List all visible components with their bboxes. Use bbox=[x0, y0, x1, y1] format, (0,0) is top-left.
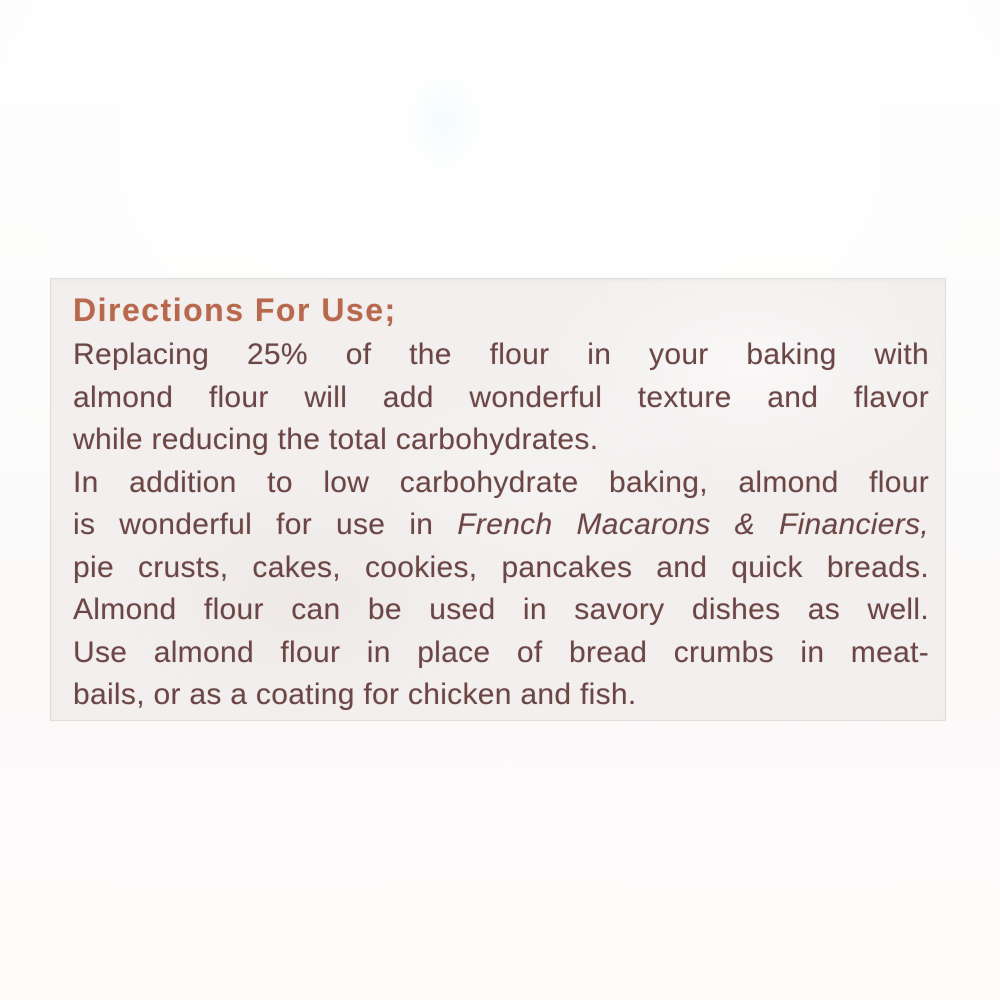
text-line bbox=[73, 674, 929, 717]
text-line bbox=[73, 504, 929, 547]
text-segment: Replacing 25% of the flour in your baking with bbox=[73, 338, 929, 371]
text-line bbox=[73, 419, 929, 462]
text-line bbox=[73, 462, 929, 505]
glare-highlight bbox=[392, 52, 496, 192]
text-segment: Use almond flour in place of bread crumbs in meat- bbox=[73, 635, 929, 669]
directions-label bbox=[50, 278, 946, 721]
text-segment: almond flour will add wonderful texture and flavor bbox=[73, 380, 929, 414]
text-segment: is wonderful for use in bbox=[73, 508, 458, 541]
text-segment: Almond flour can be used in savory dishes as well. bbox=[73, 593, 929, 626]
text-segment: pie crusts, cakes, cookies, pancakes and quick breads. bbox=[73, 550, 929, 584]
text-line bbox=[73, 334, 929, 377]
directions-text bbox=[73, 334, 929, 717]
directions-heading: Directions For Use; bbox=[73, 292, 397, 328]
text-line bbox=[73, 547, 929, 590]
italic-text-segment: French Macarons & Financiers, bbox=[457, 508, 929, 541]
text-segment: bails, or as a coating for chicken and fish. bbox=[73, 678, 637, 711]
text-segment: In addition to low carbohydrate baking, almond flour bbox=[73, 465, 929, 499]
text-line bbox=[73, 589, 929, 632]
text-segment: while reducing the total carbohydrates. bbox=[73, 423, 599, 456]
text-line bbox=[73, 377, 929, 420]
text-line bbox=[73, 632, 929, 675]
